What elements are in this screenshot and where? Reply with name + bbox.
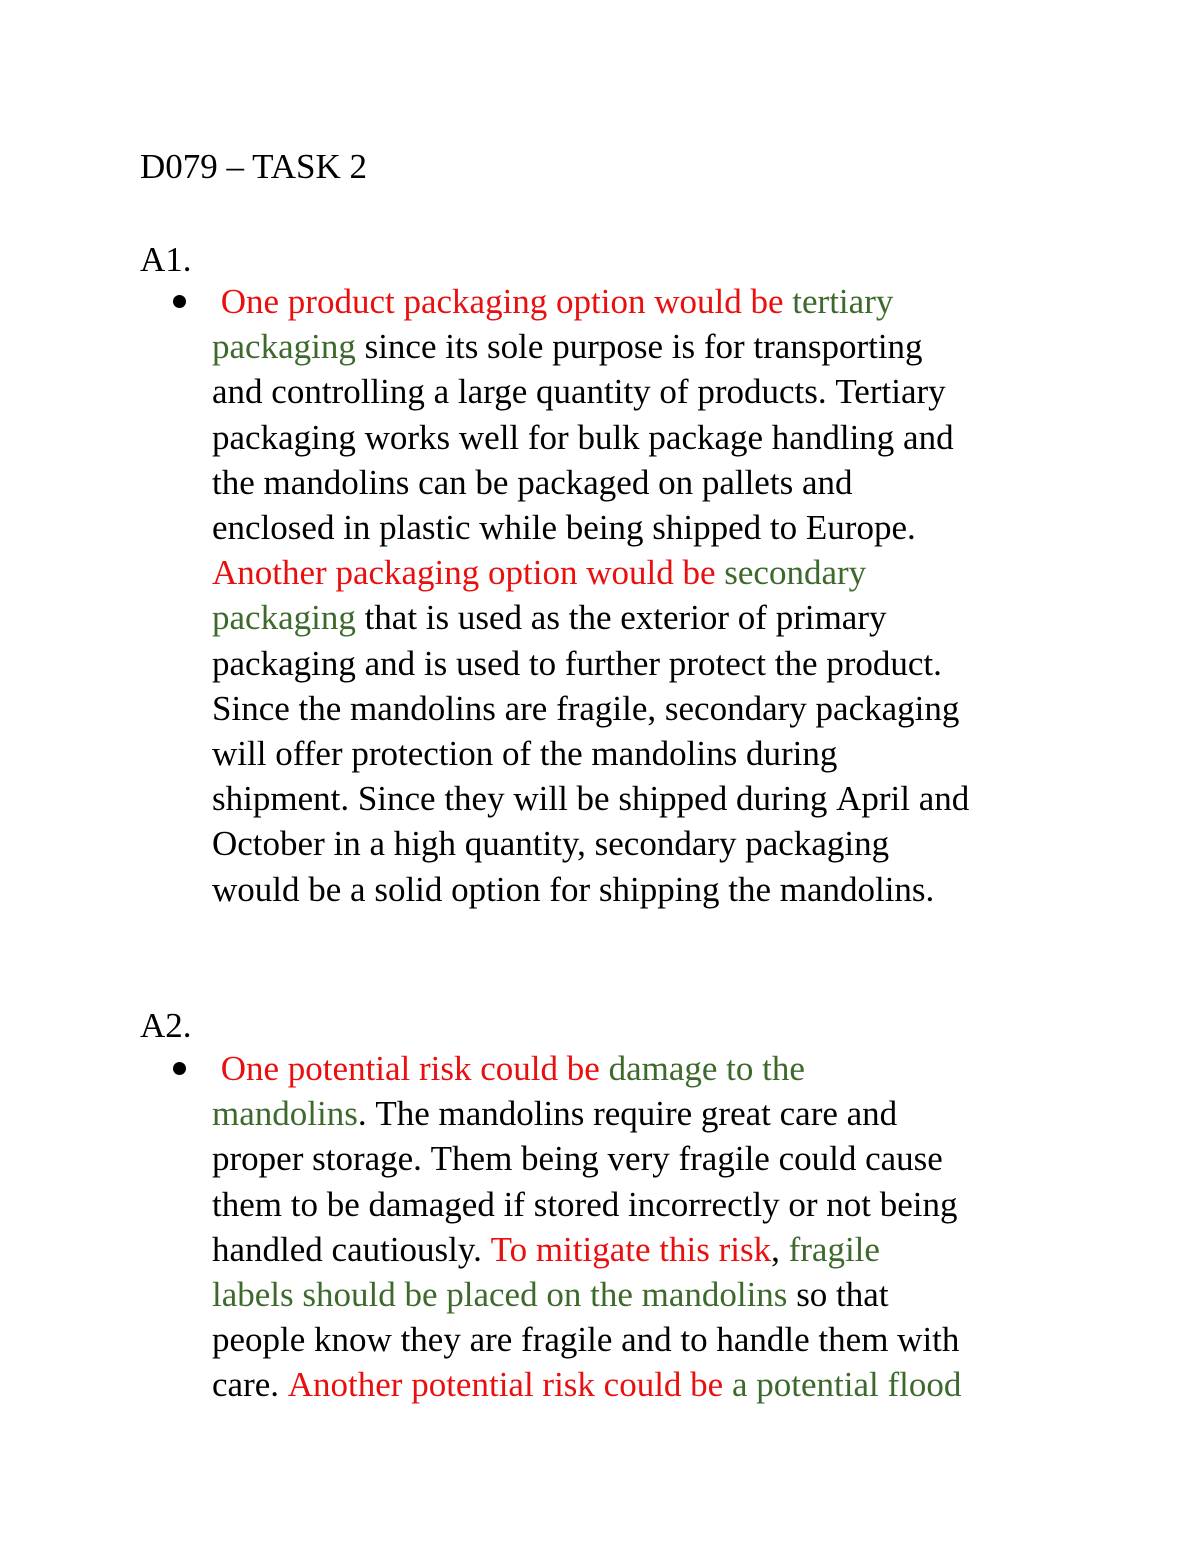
text-line — [212, 1046, 1072, 1091]
green-highlight-run: packaging — [212, 327, 356, 367]
text-run: proper storage. Them being very fragile could cause — [212, 1139, 943, 1179]
bullet-dot-icon — [173, 1062, 186, 1075]
bullet-dot-icon — [173, 295, 186, 308]
text-run: , — [771, 1229, 789, 1269]
text-run: October in a high quantity, secondary packaging — [212, 824, 890, 864]
text-line — [212, 731, 1072, 776]
text-run: shipment. Since they will be shipped during April and — [212, 779, 970, 819]
red-highlight-run: Another potential risk could be — [287, 1365, 732, 1405]
text-line — [212, 776, 1072, 821]
text-run: and controlling a large quantity of products. Tertiary — [212, 372, 946, 412]
green-highlight-run: a potential flood — [731, 1365, 962, 1405]
text-line — [212, 1317, 1072, 1362]
text-line — [212, 1272, 1072, 1317]
text-run: the mandolins can be packaged on pallets and — [212, 462, 853, 502]
text-line — [212, 460, 1072, 505]
red-highlight-run: To mitigate this risk — [490, 1229, 772, 1269]
text-line — [212, 641, 1072, 686]
section-heading-a1: A1. — [140, 240, 192, 279]
text-run: care. — [212, 1365, 288, 1405]
text-line — [212, 415, 1072, 460]
document-title: D079 – TASK 2 — [140, 147, 367, 186]
section-heading-a2: A2. — [140, 1006, 192, 1045]
text-line — [212, 1136, 1072, 1181]
text-run: them to be damaged if stored incorrectly or not being — [212, 1184, 958, 1224]
text-run: enclosed in plastic while being shipped to Europe. — [212, 508, 916, 548]
text-line — [212, 550, 1072, 595]
text-run: handled cautiously. — [212, 1229, 491, 1269]
text-line — [212, 867, 1072, 912]
text-run: so that — [787, 1275, 889, 1315]
text-line — [212, 369, 1072, 414]
text-run: will offer protection of the mandolins during — [212, 734, 838, 774]
green-highlight-run: labels should be placed on the mandolins — [212, 1275, 788, 1315]
text-line — [212, 279, 1072, 324]
green-highlight-run: tertiary — [792, 282, 894, 321]
text-line — [212, 1362, 1072, 1407]
text-line — [212, 686, 1072, 731]
bullet-item-a2 — [212, 1046, 1072, 1408]
text-run: . The mandolins require great care and — [357, 1094, 898, 1134]
text-run: Since the mandolins are fragile, secondary packaging — [212, 688, 960, 728]
text-line — [212, 1227, 1072, 1272]
text-run: would be a solid option for shipping the mandolins. — [212, 869, 935, 909]
text-run: people know they are fragile and to handle them with — [212, 1320, 960, 1360]
text-line — [212, 1182, 1072, 1227]
green-highlight-run: secondary — [724, 553, 867, 593]
text-line — [212, 595, 1072, 640]
green-highlight-run: mandolins — [212, 1094, 358, 1134]
text-run: packaging and is used to further protect the product. — [212, 643, 942, 683]
text-line — [212, 821, 1072, 866]
text-run: that is used as the exterior of primary — [355, 598, 887, 638]
text-line — [212, 1091, 1072, 1136]
text-line — [212, 505, 1072, 550]
text-line — [212, 324, 1072, 369]
text-run: since its sole purpose is for transporting — [355, 327, 923, 367]
green-highlight-run: damage to the — [608, 1049, 805, 1088]
bullet-item-a1 — [212, 279, 1072, 912]
red-highlight-run: Another packaging option would be — [212, 553, 725, 593]
red-highlight-run: One product packaging option would be — [212, 282, 793, 321]
green-highlight-run: packaging — [212, 598, 356, 638]
red-highlight-run: One potential risk could be — [212, 1049, 609, 1088]
text-run: packaging works well for bulk package handling and — [212, 417, 954, 457]
green-highlight-run: fragile — [788, 1229, 880, 1269]
